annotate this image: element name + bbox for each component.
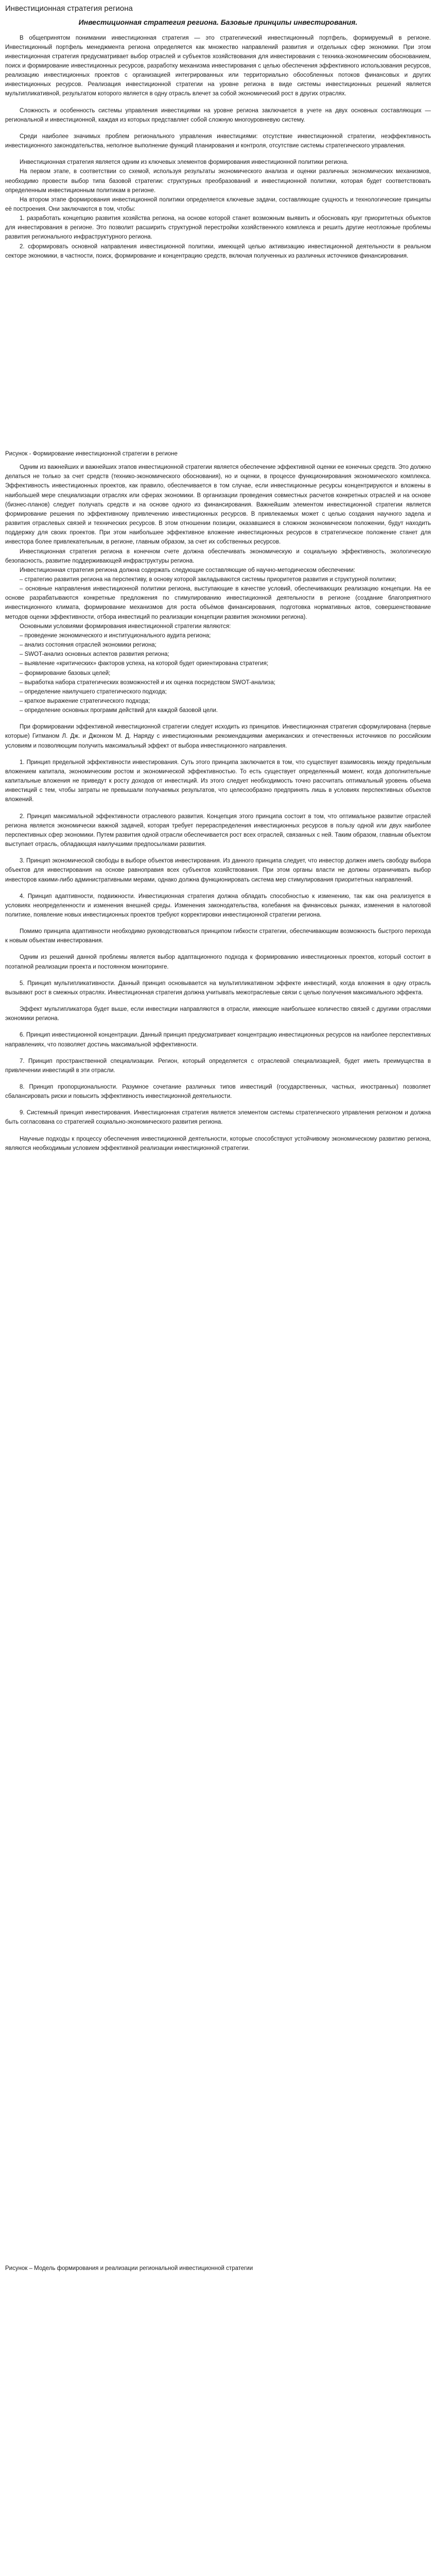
intro-paragraph: На первом этапе, в соответствии со схемой, используя результаты экономического анализа и оценки различных экономических механизмов, необходимо провести выбор типа базовой стратегии: структурных преобразований и инвестиционной политики, которая будет соответствовать определенным инвестиционным политикам в регионе. xyxy=(5,168,431,194)
intro-paragraph: Сложность и особенность системы управления инвестициями на уровне региона заключается в учете на двух основных составляющих — региональной и инвестиционной, каждая из которых представляет собой сложную многоуровневую систему. xyxy=(5,107,431,123)
document-title: Инвестиционная стратегия региона. Базовые принципы инвестирования. xyxy=(78,18,358,26)
body-paragraph: Инвестиционная стратегия региона должна содержать следующие составляющие об научно-методическом обеспечении: xyxy=(20,567,356,573)
intro-paragraph: На втором этапе формирования инвестиционной политики определяется ключевые задачи, составляющие сущность и технологические принципы её построения. Они заключаются в том, чтобы: xyxy=(5,196,431,212)
list-item: – выработка набора стратегических возможностей и их оценка посредством SWOT-анализа; xyxy=(20,679,276,686)
body-paragraph: Инвестиционная стратегия региона в конечном счете должна обеспечивать экономическую и социальную эффективность, экологическую безопасность, развитие поддерживающей инфраструктуры региона. xyxy=(5,548,431,564)
list-item: – определение основных программ действий для каждой базовой цели. xyxy=(20,707,218,714)
body-paragraph: – стратегию развития региона на перспективу, в основу которой закладываются системы приоритетов развития и структурной политики; xyxy=(20,576,396,583)
body-paragraph: Одним из важнейших и важнейших этапов инвестиционной стратегии является обеспечение эффективной оценки ее конечных средств. Это должно делаться не только за счет средств (технико-экономического обоснования), но и оценки, в процессе функционирования экономического комплекса. Эффективность инвестиционных проектов, как правило, обеспечивается в том случае, если инвестиционные ресурсы концентрируются и вложены в наибольшей мере специализации отраслях или сферах экономики. В организации проведения совместных расчетов конкретных отраслей и на основе (бизнес-планов) следует получать средств и на основе одного из финансирования. Важнейшим элементом инвестиционной стратегии является формирование решения по эффективному привлечению инвестиционных ресурсов. В привлекаемых может с целью создания научного задела и развития отраслевых связей и технических ресурсов. В этом отношении позиции, оказавшиеся в сложном экономическом положении, будут находить поддержку для своих проектов. При этом наибольшее эффективное вложение инвестиционных ресурсов в стратегическое положение станет для инвестора более привлекательным, в регионе, главным образом, за счет их собственных ресурсов. xyxy=(5,464,431,546)
principle-paragraph: 6. Принцип инвестиционной концентрации. Данный принцип предусматривает концентрацию инвестиционных ресурсов на наиболее перспективных направлениях, что позволяет достичь максимальной эффективности. xyxy=(5,1032,431,1048)
list-item: – формирование базовых целей; xyxy=(20,670,111,676)
principle-paragraph: 3. Принцип экономической свободы в выборе объектов инвестирования. Из данного принципа следует, что инвестор должен иметь свободу выбора объектов для инвестирования на основе равноправия всех субъектов хозяйствования. При этом органы власти не должны ограничивать выбор инвесторов какими-либо административными мерами, однако должна функционировать система мер стимулирования приоритетных направлений. xyxy=(5,858,431,883)
intro-paragraph: Инвестиционная стратегия является одним из ключевых элементов формирования инвестиционной политики региона. xyxy=(20,159,348,166)
body-paragraph: – основные направления инвестиционной политики региона, выступающие в качестве условий, обеспечивающих реализацию концепции. На ее основе разрабатываются конкретные предложения по стимулированию инвестиционной деятельности в регионе (создание благоприятного инвестиционного климата, формирование механизмов для роста объёмов финансирования, подготовка нормативных актов, совершенствование методов оценки эффективности, отбора инвестиций по реализации концепции развития экономики региона). xyxy=(5,586,431,620)
list-item: – выявление «критических» факторов успеха, на которой будет ориентирована стратегия; xyxy=(20,660,269,667)
intro-paragraph: 1. разработать концепцию развития хозяйства региона, на основе которой станет возможным выявить и обосновать круг приоритетных объектов для инвестирования в регионе. Это позволит расширить структурной перестройки хозяйственного комплекса и решить другие неотложные проблемы развития регионального инфраструктурного региона. xyxy=(5,215,431,241)
principle-paragraph: 9. Системный принцип инвестирования. Инвестиционная стратегия является элементом системы стратегического управления регионом и должна быть согласована со стратегией социально-экономического развития региона. xyxy=(5,1110,431,1126)
figure-investment-strategy xyxy=(5,261,431,446)
figure-caption: Рисунок – Модель формирования и реализации региональной инвестиционной стратегии xyxy=(5,2265,253,2272)
body-paragraph: Научные подходы к процессу обеспечения инвестиционной деятельности, которые способствуют устойчивому экономическому развитию региона, являются необходимым условием эффективной реализации инвестиционной стратегии. xyxy=(5,1136,431,1151)
principle-paragraph: 5. Принцип мультипликативности. Данный принцип основывается на мультипликативном эффекте инвестиций, когда вложения в одну отрасль вызывают рост в смежных отраслях. Инвестиционная стратегия должна учитывать межотраслевые связи с целью получения максимального эффекта. xyxy=(5,980,431,996)
body-paragraph: При формировании эффективной инвестиционной стратегии следует исходить из принципов. Инвестиционная стратегия сформулирована (первые которые) Гитманом Л. Дж. и Джонком М. Д. Наряду с инвестиционными рекомендациями американских и отечественных источников по российским условиям и позволяющим получить максимальный эффект от выбора инвестиционного направления. xyxy=(5,724,431,749)
principle-paragraph: 1. Принцип предельной эффективности инвестирования. Суть этого принципа заключается в том, что существует взаимосвязь между предельным вложением капитала, экономическим ростом и экономической эффективностью. То есть существует определенный момент, когда дополнительные капитальные вложения не приведут к росту доходов от инвестиций. Из этого следует необходимость точно рассчитать оптимальный уровень объема инвестиций с тем, чтобы затраты не превышали получаемых результатов, что целесообразно предпринять лишь в условиях перспективных объектов вложений. xyxy=(5,759,431,803)
list-item: – краткое выражение стратегического подхода; xyxy=(20,698,150,704)
intro-section xyxy=(5,33,431,261)
list-item: – проведение экономического и институционального аудита региона; xyxy=(20,632,211,639)
principle-paragraph: 2. Принцип максимальной эффективности отраслевого развития. Концепция этого принципа состоит в том, что оптимальное развитие отраслей региона является экономически важной задачей, которая требует перераспределения инвестиционных ресурсов в пользу одной или двух наиболее перспективных сфер экономики. Путем развития одной отрасли обеспечивается рост всех отраслей, связанных с ней. Таким образом, главным объектом выступает отрасль, обладающая наилучшими предпосылками развития. xyxy=(5,813,431,848)
intro-paragraph: В общепринятом понимании инвестиционная стратегия — это стратегический инвестиционный портфель, формируемый в регионе. Инвестиционный портфель менеджмента региона определяется как множество направлений развития и отдельных сфер экономики. При этом инвестиционная стратегия предусматривает выбор отраслей и субъектов хозяйствования для инвестирования с техника-экономическим обоснованием, поиск и формирование инвестиционных ресурсов, разработку механизма инвестирования с целью обеспечения эффективного использования ресурсов, реализацию инвестиционных проектов с организацией интегрированных или территориально обособленных потоков финансовых и других инвестиционных ресурсов. Реализация инвестиционной стратегии на уровне региона в виде системы инвестиционных решений является мультипликативной, результатом которого является в одну отрасль влечет за собой экономический рост в других отраслях. xyxy=(5,35,431,97)
page-title: Инвестиционная стратегия региона xyxy=(5,4,133,13)
list-item: – SWOT-анализ основных аспектов развития региона; xyxy=(20,651,169,658)
main-section xyxy=(5,463,431,1153)
body-paragraph: Эффект мультипликатора будет выше, если инвестиции направляются в отрасли, имеющие наибольшее количество связей с другими отраслями экономики региона. xyxy=(5,1006,431,1022)
body-paragraph: Помимо принципа адаптивности необходимо руководствоваться принципом гибкости стратегии, обеспечивающим возможность быстрого перехода к новым объектам инвестирования. xyxy=(5,928,431,944)
list-item: – определение наилучшего стратегического подхода; xyxy=(20,688,167,695)
figure-caption: Рисунок - Формирование инвестиционной стратегии в регионе xyxy=(5,450,178,457)
intro-paragraph: 2. сформировать основной направления инвестиционной политики, имеющей целью активизацию инвестиционной деятельности в реальном секторе экономики, в частности, поиск, формирование и концентрацию средств, включая полученных из различных источников финансирования. xyxy=(5,243,431,259)
principle-paragraph: 8. Принцип пропорциональности. Разумное сочетание различных типов инвестиций (государственных, частных, иностранных) позволяет сбалансировать риски и повысить эффективность инвестиционной деятельности. xyxy=(5,1084,431,1100)
body-paragraph: Основными условиями формирования инвестиционной стратегии являются: xyxy=(20,623,231,630)
principle-paragraph: 7. Принцип пространственной специализации. Регион, который определяется с отраслевой специализацией, будет иметь преимущества в привлечении инвестиций в эти отрасли. xyxy=(5,1058,431,1074)
intro-paragraph: Среди наиболее значимых проблем регионального управления инвестициями: отсутствие инвестиционной стратегии, неэффективность инвестиционного законодательства, неполное выполнение функций планирования и контроля, отсутствие системы стратегического управления. xyxy=(5,133,431,149)
body-paragraph: Одним из решений данной проблемы является выбор адаптационного подхода к формированию инвестиционных проектов, который состоит в поэтапной реализации проекта и постоянном мониторинге. xyxy=(5,954,431,970)
list-item: – анализ состояния отраслей экономики региона; xyxy=(20,642,156,649)
principle-paragraph: 4. Принцип адаптивности, подвижности. Инвестиционная стратегия должна обладать способностью к изменению, так как она реализуется в условиях неопределенности и изменения внешней среды. Изменения законодательства, колебания на финансовых рынках, изменения в налоговой политике, появление новых инвестиционных проектов требуют корректировки инвестиционной стратегии региона. xyxy=(5,893,431,918)
figure-strategy-model xyxy=(5,1153,431,2261)
